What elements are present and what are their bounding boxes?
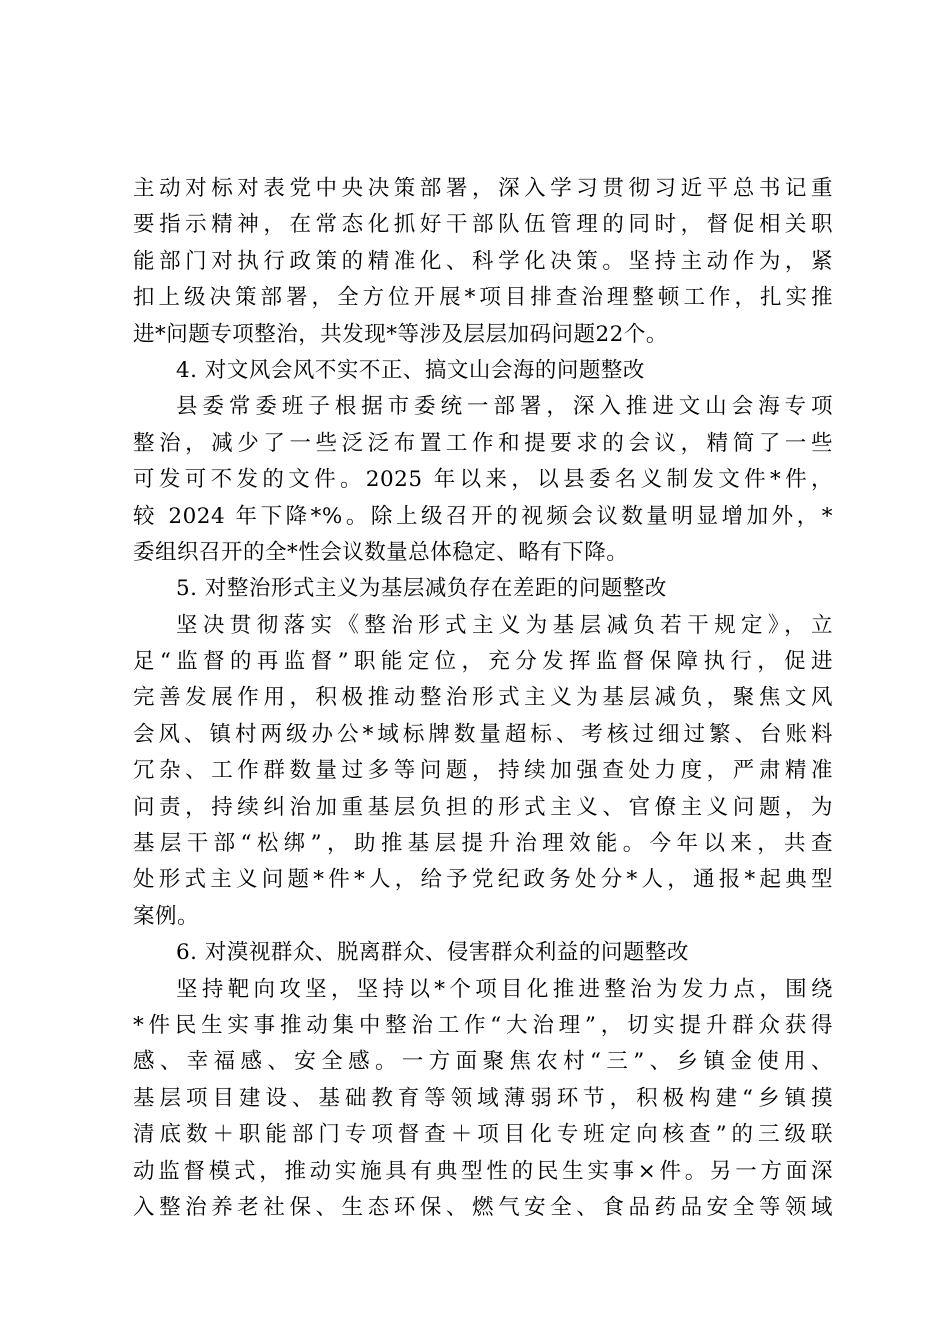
body-line: *件民生实事推动集中整治工作“大治理”，切实提升群众获得 xyxy=(133,1012,833,1038)
body-line: 案例。 xyxy=(133,903,200,929)
section-heading-6: 6. 对漠视群众、脱离群众、侵害群众利益的问题整改 xyxy=(176,940,689,966)
body-line: 整治，减少了一些泛泛布置工作和提要求的会议，精简了一些 xyxy=(133,430,833,456)
section-heading-5: 5. 对整治形式主义为基层减负存在差距的问题整改 xyxy=(176,576,667,602)
body-line: 会风、镇村两级办公*域标牌数量超标、考核过细过繁、台账料 xyxy=(133,721,833,747)
body-line: 较 2024 年下降*%。除上级召开的视频会议数量明显增加外，* xyxy=(133,503,833,529)
body-line: 足“监督的再监督”职能定位，充分发挥监督保障执行，促进 xyxy=(133,649,833,675)
body-line: 动监督模式，推动实施具有典型性的民生实事×件。另一方面深 xyxy=(133,1158,833,1184)
body-line: 可发可不发的文件。2025 年以来，以县委名义制发文件*件， xyxy=(133,467,833,493)
body-line: 问责，持续纠治加重基层负担的形式主义、官僚主义问题，为 xyxy=(133,794,833,820)
document-page xyxy=(133,171,833,1226)
body-line: 基层干部“松绑”，助推基层提升治理效能。今年以来，共查 xyxy=(133,831,833,857)
body-line: 处形式主义问题*件*人，给予党纪政务处分*人，通报*起典型 xyxy=(133,867,833,893)
body-line: 进*问题专项整治，共发现*等涉及层层加码问题22个。 xyxy=(133,321,668,347)
body-line: 冗杂、工作群数量过多等问题，持续加强查处力度，严肃精准 xyxy=(133,758,833,784)
body-line: 感、幸福感、安全感。一方面聚焦农村“三”、乡镇金使用、 xyxy=(133,1049,833,1075)
body-line: 扣上级决策部署，全方位开展*项目排查治理整顿工作，扎实推 xyxy=(133,285,833,311)
body-line: 基层项目建设、基础教育等领域薄弱环节，积极构建“乡镇摸 xyxy=(133,1085,833,1111)
body-line: 能部门对执行政策的精准化、科学化决策。坚持主动作为，紧 xyxy=(133,248,833,274)
body-line: 主动对标对表党中央决策部署，深入学习贯彻习近平总书记重 xyxy=(133,176,833,201)
body-line: 要指示精神，在常态化抓好干部队伍管理的同时，督促相关职 xyxy=(133,212,833,238)
body-line: 入整治养老社保、生态环保、燃气安全、食品药品安全等领域 xyxy=(133,1194,833,1220)
body-line: 委组织召开的全*性会议数量总体稳定、略有下降。 xyxy=(133,539,629,565)
body-line: 清底数＋职能部门专项督查＋项目化专班定向核查”的三级联 xyxy=(133,1122,833,1148)
body-line: 县委常委班子根据市委统一部署，深入推进文山会海专项 xyxy=(176,394,833,420)
body-line: 坚决贯彻落实《整治形式主义为基层减负若干规定》，立 xyxy=(176,612,833,638)
body-line: 坚持靶向攻坚，坚持以*个项目化推进整治为发力点，围绕 xyxy=(176,976,833,1002)
body-line: 完善发展作用，积极推动整治形式主义为基层减负，聚焦文风 xyxy=(133,685,833,711)
section-heading-4: 4. 对文风会风不实不正、搞文山会海的问题整改 xyxy=(176,357,645,383)
